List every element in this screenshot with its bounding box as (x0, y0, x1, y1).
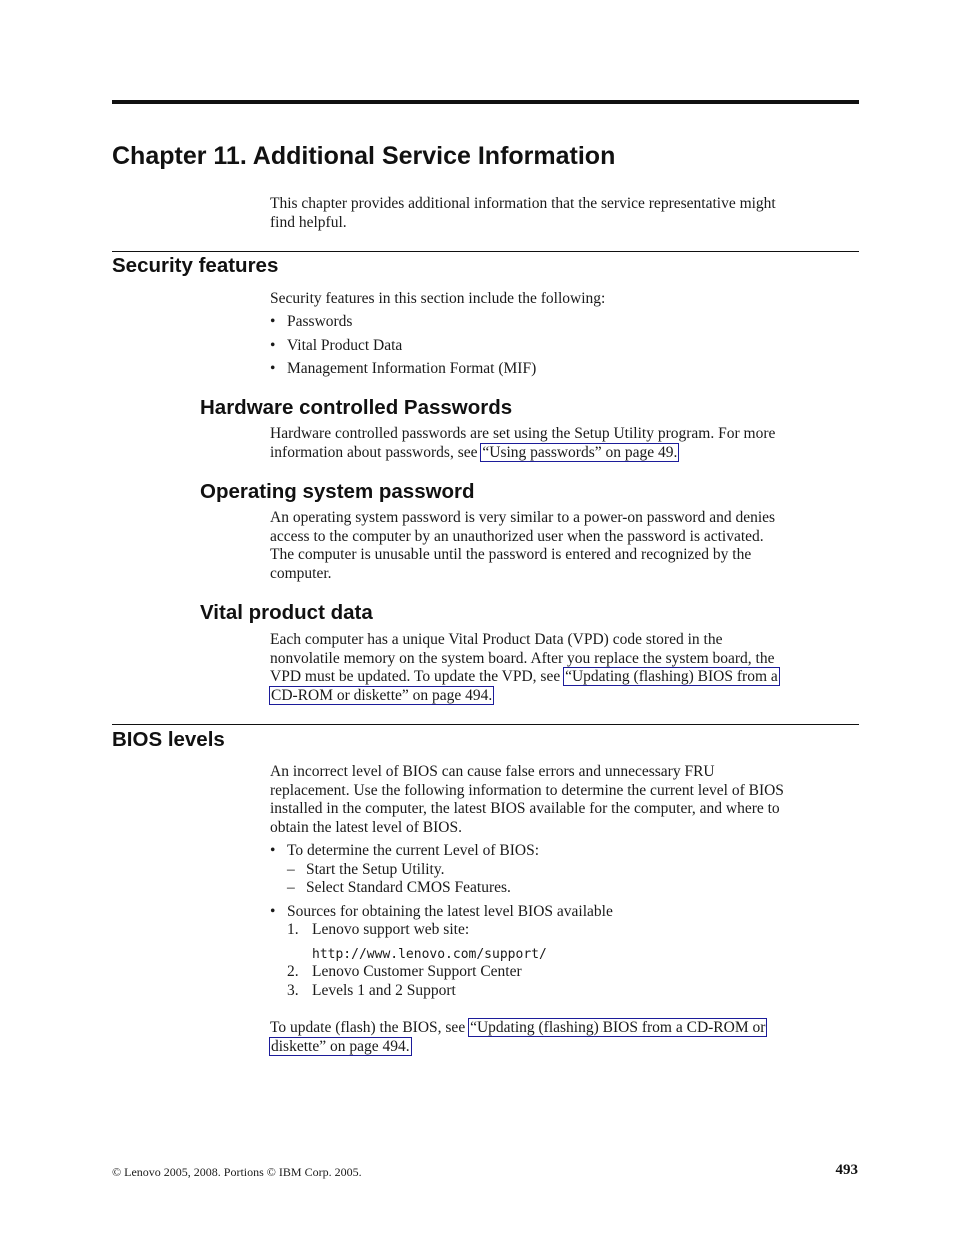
update-line-1 (270, 1019, 766, 1038)
footer-copyright: © Lenovo 2005, 2008. Portions © IBM Corp. 2005. (112, 1165, 362, 1179)
list-item: Lenovo support web site: (312, 921, 470, 938)
list-item: Sources for obtaining the latest level BIOS available (287, 903, 613, 920)
list-item: To determine the current Level of BIOS: (287, 842, 539, 859)
heading-security-features: Security features (112, 254, 279, 277)
bios-update-text (270, 1019, 766, 1056)
bios-line-1: An incorrect level of BIOS can cause false errors and unnecessary FRU (270, 763, 715, 780)
link-using-passwords[interactable]: “Using passwords” on page 49. (482, 443, 678, 461)
support-url[interactable]: http://www.lenovo.com/support/ (312, 947, 547, 962)
hardware-passwords-text (270, 425, 775, 462)
chapter-top-rule (112, 100, 859, 104)
hw-line-1: Hardware controlled passwords are set using the Setup Utility program. For more (270, 425, 776, 442)
list-number: 1. (287, 921, 299, 938)
heading-hardware-passwords: Hardware controlled Passwords (200, 396, 513, 419)
bios-text (270, 763, 784, 838)
os-line-4: computer. (270, 565, 332, 583)
os-line-2: access to the computer by an unauthorized user when the password is activated. (270, 527, 764, 545)
vpd-line-3-text: VPD must be updated. To update the VPD, see (270, 668, 565, 686)
bios-line-2: replacement. Use the following information to determine the current level of BIOS (270, 781, 784, 799)
link-updating-bios-vpd[interactable]: “Updating (flashing) BIOS from a (565, 668, 778, 686)
bullet-icon: • (270, 360, 276, 377)
bullet-icon: • (270, 313, 276, 330)
os-line-1: An operating system password is very similar to a power-on password and denies (270, 509, 776, 526)
vpd-line-1: Each computer has a unique Vital Product Data (VPD) code stored in the (270, 631, 723, 648)
bios-line-3: installed in the computer, the latest BIOS available for the computer, and where to (270, 800, 780, 818)
list-item: Vital Product Data (287, 337, 403, 354)
heading-bios-levels: BIOS levels (112, 728, 225, 751)
intro-line-1: This chapter provides additional information that the service representative might (270, 195, 776, 212)
bullet-icon: • (270, 337, 276, 354)
update-line-1-text: To update (flash) the BIOS, see (270, 1019, 470, 1036)
vpd-line-4 (270, 687, 779, 706)
chapter-intro (270, 195, 776, 232)
link-updating-bios-cont[interactable]: diskette” on page 494. (271, 1037, 410, 1055)
os-password-text (270, 509, 775, 584)
section-rule-security (112, 251, 859, 252)
vpd-line-3 (270, 668, 779, 687)
list-item: Lenovo Customer Support Center (312, 963, 522, 980)
page-number: 493 (835, 1162, 858, 1178)
heading-vital-product-data: Vital product data (200, 601, 373, 624)
vpd-text (270, 631, 779, 706)
link-updating-bios[interactable]: “Updating (flashing) BIOS from a CD-ROM or (470, 1019, 766, 1036)
list-item: Management Information Format (MIF) (287, 360, 537, 377)
dash-icon: – (287, 879, 295, 896)
list-item: Select Standard CMOS Features. (306, 879, 511, 896)
bullet-icon: • (270, 903, 276, 920)
hw-line-2 (270, 444, 775, 463)
section-rule-bios (112, 724, 859, 725)
hw-line-2-text: information about passwords, see (270, 443, 482, 461)
chapter-title: Chapter 11. Additional Service Information (112, 142, 616, 170)
os-line-3: The computer is unusable until the password is entered and recognized by the (270, 546, 752, 564)
list-number: 3. (287, 982, 299, 999)
list-item: Passwords (287, 313, 353, 330)
bios-line-4: obtain the latest level of BIOS. (270, 819, 462, 837)
list-number: 2. (287, 963, 299, 980)
list-item: Start the Setup Utility. (306, 861, 445, 878)
link-updating-bios-vpd-cont[interactable]: CD-ROM or diskette” on page 494. (271, 687, 493, 705)
dash-icon: – (287, 861, 295, 878)
security-lead: Security features in this section include the following: (270, 290, 606, 307)
vpd-line-2: nonvolatile memory on the system board. After you replace the system board, the (270, 649, 775, 667)
bullet-icon: • (270, 842, 276, 859)
list-item: Levels 1 and 2 Support (312, 982, 456, 999)
intro-line-2: find helpful. (270, 213, 347, 231)
heading-os-password: Operating system password (200, 480, 475, 503)
update-line-2 (270, 1038, 766, 1057)
